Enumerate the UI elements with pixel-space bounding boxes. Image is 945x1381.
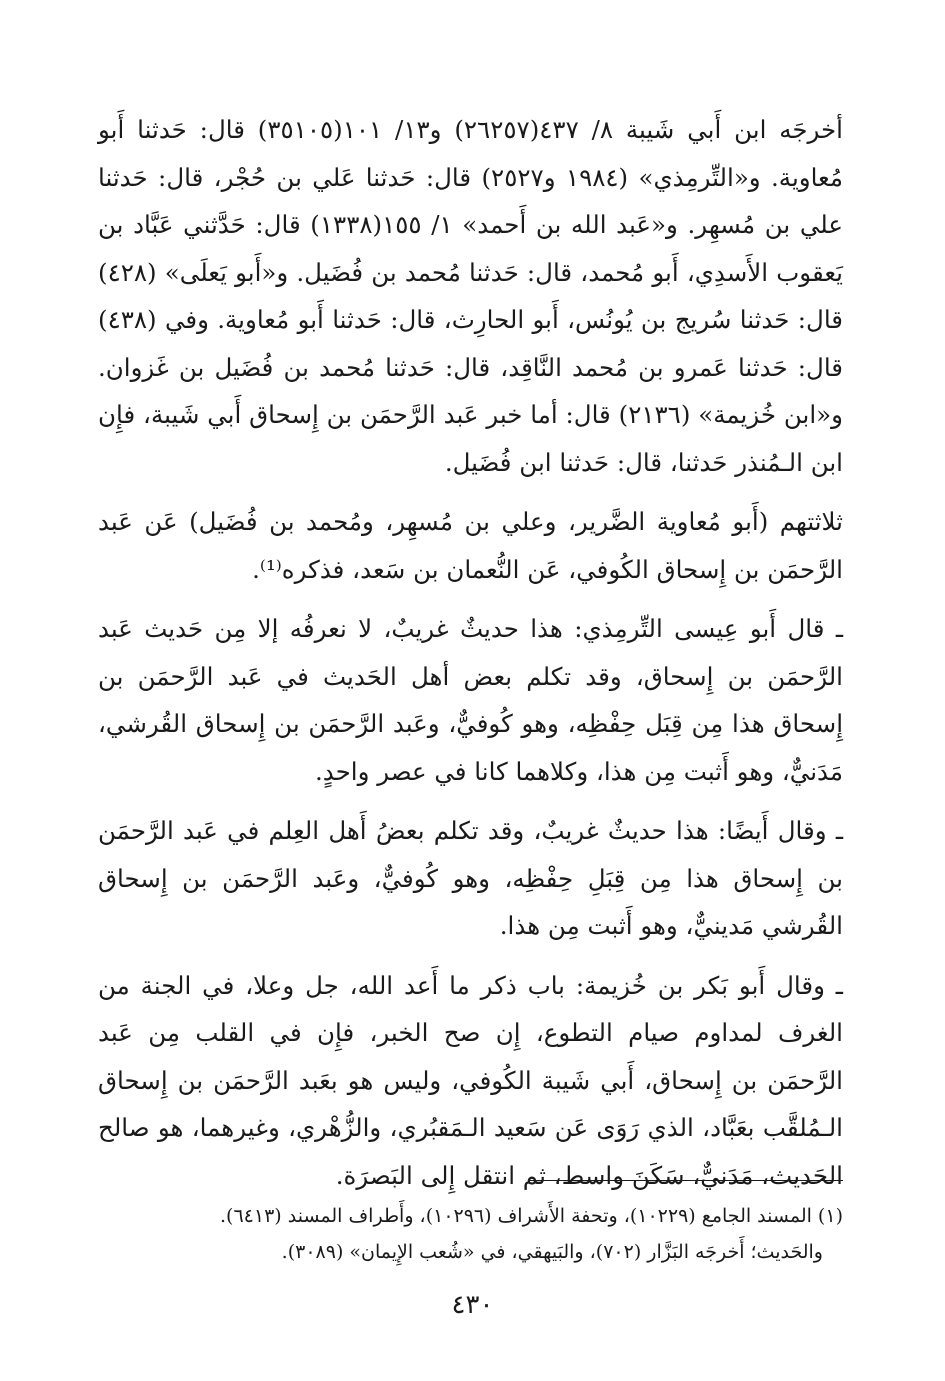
paragraph-tirmidhi-comment-2: ـ وقال أَيضًا: هذا حديثٌ غريبٌ، وقد تكلم بعضُ أَهل العِلم في عَبد الرَّحمَن بن إِسحاق هذا مِن قِبَلِ حِفْظِه، وهو كُوفيٌّ، وعَبد الرَّحمَن بن إِسحاق القُرشي مَدينيٌّ، وهو أَثبت مِن هذا. [98, 816, 843, 940]
paragraph-summary: ثلاثتهم (أَبو مُعاوية الضَّرير، وعلي بن مُسهِر، ومُحمد بن فُضَيل) عَن عَبد الرَّحمَن بن إِسحاق الكُوفي، عَن النُّعمان بن سَعد، فذكره⁽¹⁾. [98, 507, 843, 584]
footnote-separator [530, 1180, 843, 1181]
page-number: ٤٣٠ [451, 1290, 494, 1320]
paragraph-tirmidhi-comment: ـ قال أَبو عِيسى التِّرمِذي: هذا حديثٌ غريبٌ، لا نعرفُه إلا مِن حَديث عَبد الرَّحمَن بن إِسحاق، وقد تكلم بعض أهل الحَديث في عَبد الرَّحمَن بن إِسحاق هذا مِن قِبَل حِفْظِه، وهو كُوفيٌّ، وعَبد الرَّحمَن بن إِسحاق القُرشي، مَدَنيٌّ، وهو أَثبت مِن هذا، وكلاهما كانا في عصر واحدٍ. [98, 614, 843, 786]
main-text [98, 106, 843, 1199]
footnotes [98, 1198, 843, 1270]
paragraph-takhrij: أخرجَه ابن أَبي شَيبة ٨/ ٤٣٧(٢٦٢٥٧) و١٣/ ١٠١(٣٥١٠٥) قال: حَدثنا أَبو مُعاوية. و«التِّرمِذي» (١٩٨٤ و٢٥٢٧) قال: حَدثنا عَلي بن حُجْر، قال: حَدثنا علي بن مُسهِر. و«عَبد الله بن أَحمد» ١/ ١٥٥(١٣٣٨) قال: حَدَّثني عَبَّاد بن يَعقوب الأَسدِي، أَبو مُحمد، قال: حَدثنا مُحمد بن فُضَيل. و«أَبو يَعلَى» (٤٢٨) قال: حَدثنا سُريج بن يُونُس، أَبو الحارِث، قال: حَدثنا أَبو مُعاوية. وفي (٤٣٨) قال: حَدثنا عَمرو بن مُحمد النَّاقِد، قال: حَدثنا مُحمد بن فُضَيل بن غَزوان. و«ابن خُزيمة» (٢١٣٦) قال: أما خبر عَبد الرَّحمَن بن إِسحاق أَبي شَيبة، فإِن ابن الـمُنذر حَدثنا، قال: حَدثنا ابن فُضَيل. [98, 115, 844, 477]
footnote-line: والحَديث؛ أَخرجَه البَزَّار (٧٠٢)، والبَيهقي، في «شُعب الإِيمان» (٣٠٨٩). [281, 1241, 823, 1263]
footnote-line: (١) المسند الجامع (١٠٢٢٩)، وتحفة الأَشراف (١٠٢٩٦)، وأَطراف المسند (٦٤١٣). [220, 1205, 843, 1227]
paragraph-ibn-khuzayma-comment: ـ وقال أَبو بَكر بن خُزيمة: باب ذكر ما أَعد الله، جل وعلا، في الجنة من الغرف لمداوم صيام التطوع، إِن صح الخبر، فإِن في القلب مِن عَبد الرَّحمَن بن إِسحاق، أَبي شَيبة الكُوفي، وليس هو بعَبد الرَّحمَن بن إِسحاق الـمُلقَّب بعَبَّاد، الذي رَوَى عَن سَعيد الـمَقبُري، والزُّهْري، وغيرهما، هو صالح الحَديث، مَدَنيٌّ، سَكَنَ واسط، ثم انتقل إِلى البَصرَة. [98, 970, 843, 1190]
